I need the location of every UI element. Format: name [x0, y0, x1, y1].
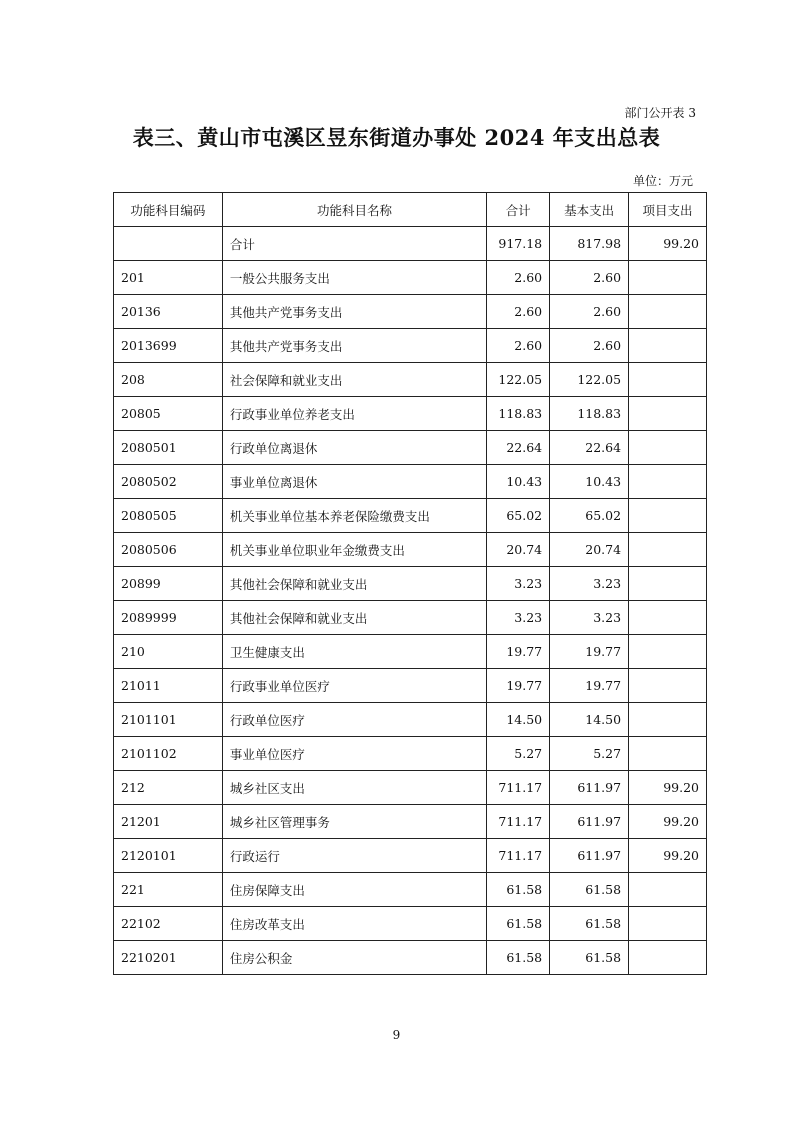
cell-code: 21011: [114, 669, 223, 703]
cell-code: 2013699: [114, 329, 223, 363]
cell-total: 19.77: [487, 635, 550, 669]
cell-project: 99.20: [629, 805, 707, 839]
cell-code: 201: [114, 261, 223, 295]
cell-name: 其他共产党事务支出: [222, 329, 486, 363]
cell-project: [629, 703, 707, 737]
cell-project: [629, 261, 707, 295]
cell-total: 20.74: [487, 533, 550, 567]
cell-name: 合计: [222, 227, 486, 261]
cell-project: [629, 295, 707, 329]
cell-project: [629, 601, 707, 635]
cell-project: [629, 567, 707, 601]
cell-code: 2101101: [114, 703, 223, 737]
cell-name: 行政运行: [222, 839, 486, 873]
column-header-code: 功能科目编码: [114, 193, 223, 227]
table-row: [114, 737, 707, 771]
cell-project: [629, 363, 707, 397]
cell-name: 住房保障支出: [222, 873, 486, 907]
cell-code: 210: [114, 635, 223, 669]
table-row: [114, 771, 707, 805]
table-row: [114, 635, 707, 669]
cell-code: 20899: [114, 567, 223, 601]
column-header-name: 功能科目名称: [222, 193, 486, 227]
cell-project: [629, 465, 707, 499]
unit-label: 单位：万元: [632, 174, 693, 188]
table-row: [114, 465, 707, 499]
cell-project: 99.20: [629, 227, 707, 261]
cell-basic: 2.60: [550, 329, 629, 363]
cell-basic: 118.83: [550, 397, 629, 431]
cell-basic: 3.23: [550, 567, 629, 601]
cell-project: [629, 499, 707, 533]
cell-basic: 22.64: [550, 431, 629, 465]
cell-name: 行政事业单位养老支出: [222, 397, 486, 431]
cell-basic: 611.97: [550, 805, 629, 839]
cell-project: [629, 635, 707, 669]
column-header-total: 合计: [487, 193, 550, 227]
cell-total: 711.17: [487, 805, 550, 839]
cell-total: 711.17: [487, 839, 550, 873]
cell-code: 212: [114, 771, 223, 805]
table-row: [114, 601, 707, 635]
cell-code: 221: [114, 873, 223, 907]
table-row: [114, 227, 707, 261]
cell-total: 5.27: [487, 737, 550, 771]
table-row: [114, 499, 707, 533]
cell-total: 22.64: [487, 431, 550, 465]
cell-code: 2120101: [114, 839, 223, 873]
cell-name: 事业单位离退休: [222, 465, 486, 499]
cell-code: 2089999: [114, 601, 223, 635]
cell-name: 住房公积金: [222, 941, 486, 975]
cell-basic: 2.60: [550, 295, 629, 329]
cell-basic: 65.02: [550, 499, 629, 533]
corner-label: 部门公开表 3: [624, 106, 696, 120]
table-row: [114, 669, 707, 703]
column-header-basic: 基本支出: [550, 193, 629, 227]
table-row: [114, 703, 707, 737]
cell-name: 社会保障和就业支出: [222, 363, 486, 397]
cell-total: 118.83: [487, 397, 550, 431]
cell-total: 3.23: [487, 567, 550, 601]
cell-basic: 20.74: [550, 533, 629, 567]
cell-basic: 61.58: [550, 907, 629, 941]
cell-basic: 19.77: [550, 669, 629, 703]
cell-code: 22102: [114, 907, 223, 941]
table-row: [114, 907, 707, 941]
cell-basic: 10.43: [550, 465, 629, 499]
cell-code: 20805: [114, 397, 223, 431]
cell-name: 城乡社区管理事务: [222, 805, 486, 839]
cell-total: 2.60: [487, 295, 550, 329]
cell-project: 99.20: [629, 839, 707, 873]
cell-total: 61.58: [487, 873, 550, 907]
cell-total: 2.60: [487, 329, 550, 363]
cell-project: [629, 329, 707, 363]
cell-total: 917.18: [487, 227, 550, 261]
table-row: [114, 329, 707, 363]
table-row: [114, 261, 707, 295]
cell-name: 住房改革支出: [222, 907, 486, 941]
expenditure-table: [113, 192, 707, 975]
table-row: [114, 567, 707, 601]
cell-total: 61.58: [487, 941, 550, 975]
cell-name: 行政事业单位医疗: [222, 669, 486, 703]
cell-code: 2080505: [114, 499, 223, 533]
cell-code: 20136: [114, 295, 223, 329]
column-header-project: 项目支出: [629, 193, 707, 227]
page-title: 表三、黄山市屯溪区昱东街道办事处 2024 年支出总表: [132, 125, 661, 150]
cell-basic: 61.58: [550, 873, 629, 907]
cell-name: 一般公共服务支出: [222, 261, 486, 295]
table-row: [114, 805, 707, 839]
table-header-row: [114, 193, 707, 227]
cell-code: 208: [114, 363, 223, 397]
table-row: [114, 873, 707, 907]
table-row: [114, 941, 707, 975]
cell-project: [629, 669, 707, 703]
cell-total: 711.17: [487, 771, 550, 805]
cell-total: 10.43: [487, 465, 550, 499]
cell-name: 卫生健康支出: [222, 635, 486, 669]
cell-total: 14.50: [487, 703, 550, 737]
cell-name: 行政单位离退休: [222, 431, 486, 465]
table-row: [114, 397, 707, 431]
table-row: [114, 295, 707, 329]
cell-code: [114, 227, 223, 261]
table-body: [114, 227, 707, 975]
cell-name: 行政单位医疗: [222, 703, 486, 737]
cell-project: [629, 431, 707, 465]
cell-project: 99.20: [629, 771, 707, 805]
cell-project: [629, 873, 707, 907]
cell-name: 机关事业单位基本养老保险缴费支出: [222, 499, 486, 533]
cell-code: 21201: [114, 805, 223, 839]
cell-basic: 611.97: [550, 771, 629, 805]
cell-basic: 122.05: [550, 363, 629, 397]
cell-code: 2080502: [114, 465, 223, 499]
page-number: 9: [392, 1028, 401, 1042]
cell-basic: 14.50: [550, 703, 629, 737]
cell-total: 122.05: [487, 363, 550, 397]
cell-code: 2080506: [114, 533, 223, 567]
cell-project: [629, 533, 707, 567]
cell-project: [629, 941, 707, 975]
cell-code: 2101102: [114, 737, 223, 771]
cell-basic: 2.60: [550, 261, 629, 295]
cell-total: 19.77: [487, 669, 550, 703]
cell-name: 其他共产党事务支出: [222, 295, 486, 329]
cell-name: 其他社会保障和就业支出: [222, 567, 486, 601]
cell-name: 城乡社区支出: [222, 771, 486, 805]
table-row: [114, 533, 707, 567]
cell-basic: 3.23: [550, 601, 629, 635]
cell-project: [629, 907, 707, 941]
cell-code: 2080501: [114, 431, 223, 465]
cell-basic: 61.58: [550, 941, 629, 975]
cell-project: [629, 397, 707, 431]
cell-basic: 19.77: [550, 635, 629, 669]
cell-name: 事业单位医疗: [222, 737, 486, 771]
cell-total: 65.02: [487, 499, 550, 533]
cell-code: 2210201: [114, 941, 223, 975]
cell-basic: 5.27: [550, 737, 629, 771]
cell-project: [629, 737, 707, 771]
table-row: [114, 363, 707, 397]
cell-total: 2.60: [487, 261, 550, 295]
table-row: [114, 431, 707, 465]
cell-name: 其他社会保障和就业支出: [222, 601, 486, 635]
cell-total: 3.23: [487, 601, 550, 635]
cell-name: 机关事业单位职业年金缴费支出: [222, 533, 486, 567]
cell-basic: 817.98: [550, 227, 629, 261]
cell-basic: 611.97: [550, 839, 629, 873]
cell-total: 61.58: [487, 907, 550, 941]
table-row: [114, 839, 707, 873]
